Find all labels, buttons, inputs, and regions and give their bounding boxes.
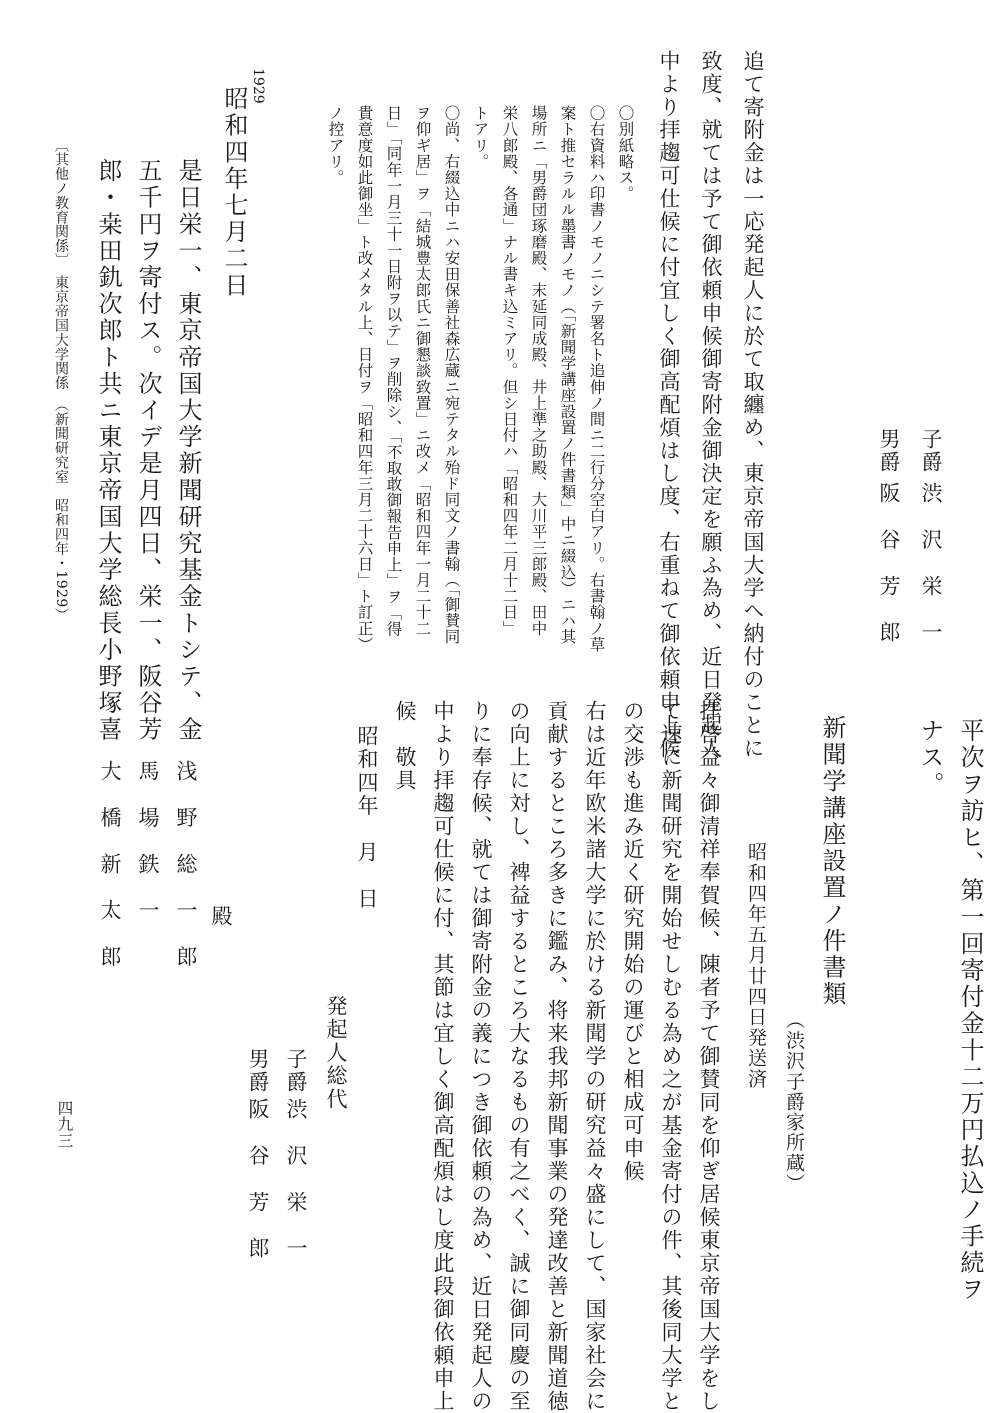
letter-line-3: の交渉も進み近く研究開始の運びと相成可申候	[621, 700, 645, 1183]
note-line-3: 案ト推セラルル墨書ノモノ（「新聞学講座設置ノ件書類」中ニ綴込）ニハ其	[558, 105, 577, 645]
signature-name-2: 阪 谷 芳 郎	[877, 482, 901, 645]
document-title: 新聞学講座設置ノ件書類	[818, 715, 846, 1008]
letter-body-line-2: 致度、就ては予て御依頼申候御寄附金御決定を願ふ為め、近日発起人	[699, 50, 723, 760]
entry-date: 昭和四年七月二日	[220, 86, 248, 299]
note-line-2: 〇右資料ハ印書ノモノニシテ署名ト追伸ノ間ニ二行分空白アリ。右書翰ノ草	[587, 105, 606, 653]
running-footer	[54, 138, 68, 622]
note-line-6: トアリ。	[471, 105, 490, 170]
promoter-name-1: 渋 沢 栄 一	[284, 1098, 308, 1261]
entry-line-2: 五千円ヲ寄付ス。次イデ是月四日、栄一、阪谷芳	[134, 158, 162, 744]
note-line-7: 〇尚、右綴込中ニハ安田保善社森広蔵ニ宛テタル殆ド同文ノ書翰（「御賛同	[442, 105, 461, 645]
promoters-label: 発起人総代	[324, 995, 348, 1111]
letter-date: 昭和四年 月 日	[355, 725, 379, 911]
note-line-8: ヲ仰ギ居」ヲ「結城豊太郎氏ニ御懇談致置」ニ改メ「昭和四年一月二十二	[413, 105, 432, 637]
promoter-rank-2: 男爵	[246, 1048, 270, 1095]
letter-line-9: 候 敬具	[393, 700, 417, 792]
note-line-10: 貴意度如此御坐」ト改メタル上、日付ヲ「昭和四年三月二十六日」ト訂正）	[355, 105, 374, 653]
note-line-4: 場所ニ「男爵団琢磨殿、末延同成殿、井上準之助殿、大川平三郎殿、田中	[529, 105, 548, 637]
letter-body-line-3: 中より拝趨可仕候に付宜しく御高配煩はし度、右重ねて御依頼申上候	[657, 50, 681, 760]
page-number: 四九三	[55, 1100, 74, 1149]
signature-rank-2: 男爵	[877, 428, 901, 475]
letter-line-8: 中より拝趨可仕候に付、其節は宜しく御高配煩はし度此段御依頼申上	[431, 700, 455, 1413]
signature-name-1: 渋 沢 栄 一	[919, 482, 943, 645]
letter-line-2: て速に新聞研究を開始せしむる為め之が基金寄付の件、其後同大学と	[659, 700, 683, 1413]
entry-line-1: 是日栄一、東京帝国大学新聞研究基金トシテ、金	[174, 158, 202, 744]
note-line-11: ノ控アリ。	[326, 105, 345, 186]
entry-line-5: ナス。	[916, 718, 944, 798]
letter-line-6: の向上に対し、裨益するところ大なるもの有之べく、誠に御同慶の至	[507, 700, 531, 1413]
promoter-rank-1: 子爵	[284, 1048, 308, 1095]
letter-line-7: りに奉存候、就ては御寄附金の義につき御依頼の為め、近日発起人の	[469, 700, 493, 1413]
year-marker: 1929	[250, 68, 266, 104]
letter-line-1: 拝啓益々御清祥奉賀候、陳者予て御賛同を仰ぎ居候東京帝国大学をし	[697, 700, 721, 1413]
footer-close: ）	[53, 607, 69, 623]
honorific: 殿	[209, 905, 233, 929]
footer-year: 1929	[53, 570, 69, 608]
letter-body-line-1: 追て寄附金は一応発起人に於て取纏め、東京帝国大学へ納付のことに	[741, 50, 765, 760]
entry-line-3: 郎・桒田釚次郎ト共ニ東京帝国大学総長小野塚喜	[94, 158, 122, 744]
addressee-2: 馬 場 鉄 一	[136, 760, 160, 923]
dispatch-date: 昭和四年五月廿四日発送済	[745, 842, 767, 1090]
letter-line-5: 貢献するところ多きに鑑み、将来我邦新聞事業の発達改善と新聞道徳	[545, 700, 569, 1413]
entry-line-4: 平次ヲ訪ヒ、第一回寄付金十二万円払込ノ手続ヲ	[956, 718, 984, 1304]
note-line-5: 栄八郎殿、各通」ナル書キ込ミアリ。但シ日付ハ「昭和四年二月十二日」	[500, 105, 519, 637]
note-line-1: 〇別紙略ス。	[616, 105, 635, 202]
letter-line-4: 右は近年欧米諸大学に於ける新聞学の研究益々盛にして、国家社会に	[583, 700, 607, 1413]
footer-category: 〔其他ノ教育関係〕 東京帝国大学関係 （新聞研究室 昭和四年・	[53, 138, 69, 571]
document-source: （渋沢子爵家所蔵）	[783, 1010, 805, 1194]
addressee-3: 大 橋 新 太 郎	[98, 760, 122, 969]
promoter-name-2: 阪 谷 芳 郎	[246, 1098, 270, 1261]
signature-rank-1: 子爵	[919, 428, 943, 475]
addressee-1: 浅 野 総 一 郎	[174, 760, 198, 969]
note-line-9: 日」「同年一月三十一日附ヲ以テ」ヲ削除シ、「不取敢御報告申上」ヲ「得	[384, 105, 403, 637]
